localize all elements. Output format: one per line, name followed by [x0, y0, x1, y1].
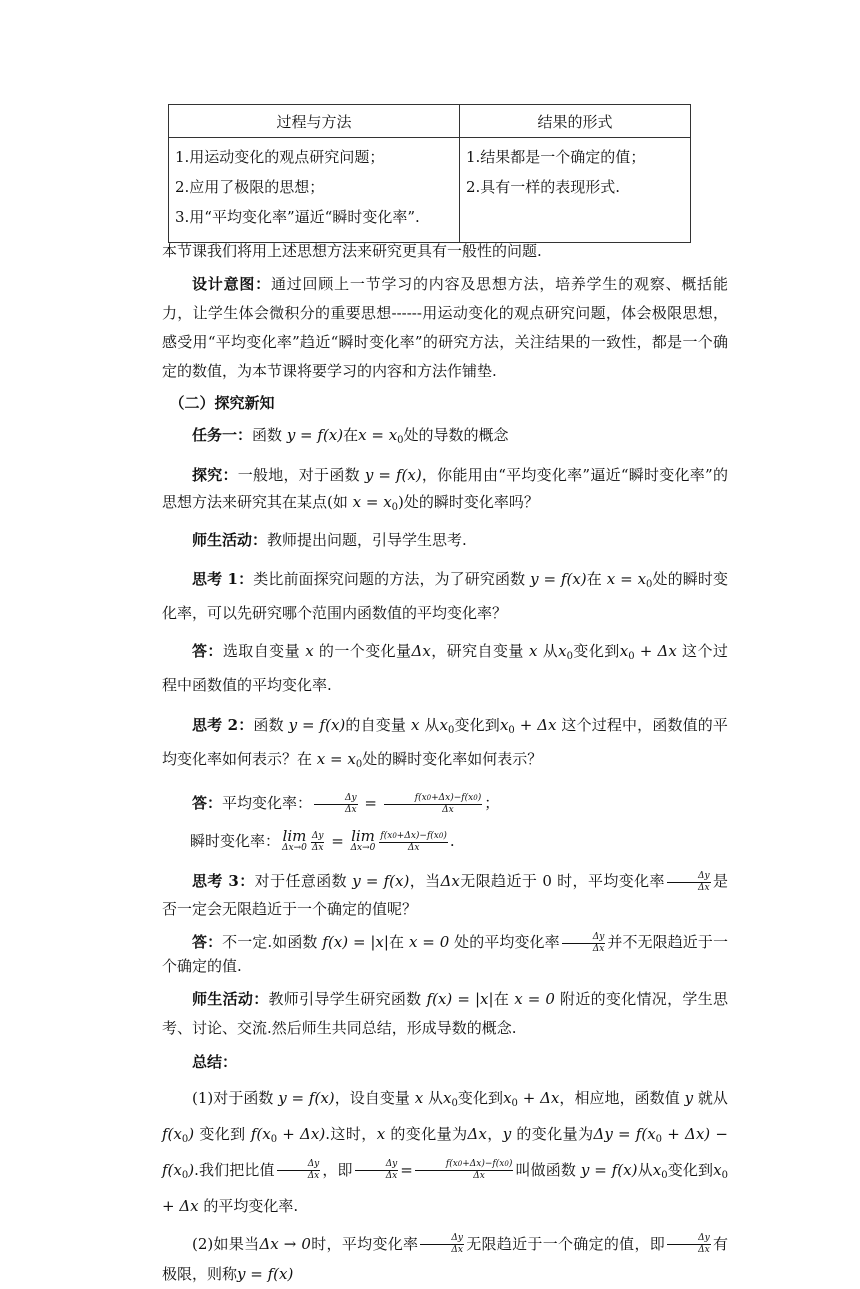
math-expression: $f(x_0 + \Delta x)$	[250, 1124, 326, 1145]
math-fraction: $\frac{\Delta y}{\Delta x}$	[314, 793, 358, 816]
answer1-paragraph	[162, 637, 728, 699]
think3-paragraph	[162, 867, 728, 923]
answer2-label: 答：	[192, 794, 223, 812]
text-fragment: 不一定.如函数	[222, 933, 318, 951]
text-fragment: 叫做函数	[515, 1160, 576, 1179]
math-expression: Δx → 0	[259, 1234, 311, 1253]
think1-label: 思考 1：	[192, 570, 254, 588]
math-fraction: $\frac{\Delta y}{\Delta x}$	[355, 1159, 399, 1182]
document-body	[162, 240, 728, 1289]
text-fragment: 函数	[253, 716, 284, 734]
table-body-row	[169, 138, 691, 243]
process-item: 2.应用了极限的思想；	[175, 178, 325, 196]
intro-paragraph: 本节课我们将用上述思想方法来研究更具有一般性的问题.	[162, 242, 542, 260]
think3-label: 思考 3：	[192, 872, 255, 890]
explore-paragraph	[162, 462, 728, 521]
text-fragment: 这个过程中函数值的平均变化率.	[162, 642, 728, 694]
math-expression: y	[684, 1088, 694, 1107]
text-fragment: ，设自变量	[334, 1088, 410, 1107]
text-fragment: )处的瞬时变化率吗？	[398, 493, 539, 511]
math-fraction: $\frac{\Delta y}{\Delta x}$	[277, 1159, 321, 1182]
math-expression: $f(x_0)$	[162, 1124, 195, 1145]
math-expression: y = f(x)	[286, 426, 344, 444]
math-expression: y = f(x)	[237, 1264, 294, 1283]
math-fraction: $\frac{\Delta y}{\Delta x}$	[311, 830, 324, 853]
text-fragment: ，你能用由“平均变化率”逼近“瞬时变化率”的思想方法来研究其在某点(如	[162, 466, 728, 511]
text-fragment: ，相应地，函数值	[559, 1088, 680, 1107]
process-item: 3.用“平均变化率”逼近“瞬时变化率”.	[175, 208, 420, 226]
math-expression: $\Delta y = f(x_0 + \Delta x) - f(x_0)$	[162, 1124, 728, 1181]
math-expression: y	[502, 1124, 512, 1143]
text-fragment: 这个过程中，函数值的平均变化率如何表示？在	[162, 716, 728, 768]
text-fragment: 的自变量	[345, 716, 407, 734]
explore-label: 探究：	[192, 466, 238, 484]
text-fragment: ，	[486, 1124, 503, 1143]
table-cell-result	[460, 138, 691, 243]
text-fragment: 的一个变化量	[318, 642, 412, 660]
math-expression: $x = x_0$	[316, 750, 363, 770]
text-fragment: ，研究自变量	[430, 642, 524, 660]
task1-paragraph	[162, 424, 728, 452]
instant-rate-label: 瞬时变化率：	[190, 832, 281, 850]
math-expression: x	[529, 642, 538, 660]
text-fragment: 选取自变量	[222, 642, 301, 660]
math-fraction: $\frac{\Delta y}{\Delta x}$	[420, 1233, 464, 1256]
math-expression: x	[376, 1124, 386, 1143]
math-expression: x	[305, 642, 314, 660]
design-intent-paragraph	[162, 270, 728, 386]
text-fragment: 变化到	[457, 1088, 504, 1107]
text-fragment: (1)对于函数	[192, 1088, 274, 1107]
math-expression: f(x) = |x|	[322, 933, 389, 951]
answer2-instant-line: 瞬时变化率： lim Δx→0 $\frac{\Delta y}{\Delta x}$ = lim Δx→0 $\frac{f(x0+\Delta x)-f(x0)}{\Delta x}$ .	[190, 827, 455, 853]
math-expression: $x_0 + \Delta x$	[499, 716, 557, 736]
summary1-paragraph: (1)对于函数 y = f(x)，设自变量 x 从$x_0$变化到$x_0 + \Delta x$，相应地，函数值 y 就从 $f(x_0)$ 变化到 $f(x_0 + \Delta x)$.这时，x 的变化量为Δx，y 的变化量为$\Delta y = f(x_0 + \Delta x) - f(x_0)$.我们把比值 $\frac{\Delta y}{\Delta x}$ ，即 $\frac{\Delta y}{\Delta x}$ = $\frac{f(x0+\Delta x)-f(x0)}{\Delta x}$ 叫做函数 y = f(x)从$x_0$变化到$x_0 + \Delta x$ 的平均变化率.	[162, 1088, 728, 1215]
average-rate-label: 平均变化率：	[222, 794, 313, 812]
math-expression: $x_0$	[439, 716, 455, 736]
text-fragment: ，当	[409, 872, 441, 890]
answer2-average-line: 答：平均变化率： $\frac{\Delta y}{\Delta x}$ = $\frac{f(x0+\Delta x)-f(x0)}{\Delta x}$ ；	[192, 792, 500, 815]
text-fragment: 的变化量为	[390, 1124, 468, 1143]
table-header-process: 过程与方法	[169, 105, 460, 138]
math-expression: $x_0$	[443, 1088, 458, 1109]
math-expression: y = f(x)	[364, 466, 422, 484]
math-expression: y = f(x)	[580, 1160, 638, 1179]
math-expression: Δx	[467, 1124, 487, 1143]
math-expression: x	[410, 716, 420, 734]
math-expression: x = 0	[408, 933, 450, 951]
text-fragment: 变化到	[667, 1160, 714, 1179]
think1-paragraph	[162, 565, 728, 627]
math-expression: $x = x_0$	[606, 570, 653, 590]
activity1-paragraph	[162, 529, 728, 551]
activity2-paragraph	[162, 985, 728, 1043]
method-result-table	[168, 104, 691, 243]
math-fraction: $\frac{f(x0+\Delta x)-f(x0)}{\Delta x}$	[380, 830, 447, 853]
table-header-row	[169, 105, 691, 138]
task1-label: 任务一：	[192, 426, 253, 444]
math-expression: y = f(x)	[352, 872, 410, 890]
text-fragment: 处的导数的概念	[403, 426, 509, 444]
text-fragment: 在	[343, 426, 359, 444]
text-fragment: 无限趋近于 0 时，平均变化率	[459, 872, 665, 890]
text-fragment: 有极限，则称	[162, 1234, 728, 1283]
math-expression: Δx	[440, 872, 460, 890]
text-fragment: 变化到	[572, 642, 620, 660]
text-fragment: 处的平均变化率	[454, 933, 560, 951]
math-fraction: $\frac{f(x0+\Delta x)-f(x0)}{\Delta x}$	[384, 793, 482, 816]
text-fragment: 就从	[697, 1088, 728, 1107]
think2-label: 思考 2：	[192, 716, 254, 734]
text-fragment: 在	[586, 570, 602, 588]
text-fragment: 一般地，对于函数	[237, 466, 360, 484]
design-intent-label: 设计意图：	[192, 275, 271, 293]
summary-label: 总结：	[192, 1052, 238, 1071]
math-expression: $x_0 + \Delta x$	[619, 642, 677, 662]
math-expression: x	[414, 1088, 424, 1107]
math-fraction: $\frac{f(x0+\Delta x)-f(x0)}{\Delta x}$	[415, 1159, 513, 1182]
text-fragment: 类比前面探究问题的方法，为了研究函数	[253, 570, 526, 588]
math-limit: lim Δx→0	[282, 827, 307, 853]
text-fragment: (2)如果当	[192, 1234, 260, 1253]
math-expression: y = f(x)	[530, 570, 587, 588]
text-fragment: 附近的变化情况，学生思考、讨论、交流.然后师生共同总结，形成导数的概念.	[162, 989, 728, 1037]
text-fragment: 时，平均变化率	[310, 1234, 419, 1253]
text-fragment: .这时，	[325, 1124, 377, 1143]
think2-paragraph	[162, 711, 728, 779]
math-expression: $x_0$	[652, 1160, 668, 1181]
answer3-label: 答：	[192, 933, 223, 951]
text-fragment: 教师引导学生研究函数	[268, 989, 422, 1008]
math-expression: f(x) = |x|	[426, 989, 494, 1008]
activity2-label: 师生活动：	[192, 989, 269, 1008]
text-fragment: 处的瞬时变化率，可以先研究哪个范围内函数值的平均变化率？	[162, 570, 728, 622]
section-title: （二）探究新知	[169, 394, 275, 412]
result-item: 1.结果都是一个确定的值；	[466, 148, 646, 166]
text-fragment: 从	[428, 1088, 444, 1107]
text-fragment: 是否一定会无限趋近于一个确定的值呢？	[162, 872, 728, 918]
math-fraction: $\frac{\Delta y}{\Delta x}$	[562, 932, 606, 955]
text-fragment: 从	[424, 716, 440, 734]
text-fragment: 变化到	[454, 716, 500, 734]
text-fragment: 对于任意函数	[254, 872, 348, 890]
math-limit: lim Δx→0	[350, 827, 376, 853]
table-header-result: 结果的形式	[460, 105, 691, 138]
text-fragment: 处的瞬时变化率如何表示？	[362, 750, 543, 768]
text-fragment: 从	[542, 642, 559, 660]
text-fragment: 教师提出问题，引导学生思考.	[267, 531, 467, 549]
text-fragment: 从	[637, 1160, 653, 1179]
text-fragment: 变化到	[199, 1124, 246, 1143]
text-fragment: ，即	[322, 1160, 353, 1179]
text-fragment: 在	[493, 989, 510, 1008]
summary2-paragraph	[162, 1229, 728, 1289]
text-fragment: 在	[388, 933, 405, 951]
design-intent-text: 通过回顾上一节学习的内容及思想方法，培养学生的观察、概括能力，让学生体会微积分的重要思想------用运动变化的观点研究问题，体会极限思想，感受用“平均变化率”趋近“瞬时变化率”的研究方法，关注结果的一致性，都是一个确定的数值，为本节课将要学习的内容和方法作铺垫.	[162, 275, 728, 380]
math-expression: y = f(x)	[288, 716, 346, 734]
table-cell-process	[169, 138, 460, 243]
answer1-label: 答：	[192, 642, 223, 660]
text-fragment: 函数	[252, 426, 283, 444]
math-expression: $x = x_0$	[352, 493, 399, 513]
math-expression: y = f(x)	[278, 1088, 335, 1107]
math-expression: $x_0 + \Delta x$	[162, 1160, 728, 1215]
math-expression: $x_0 + \Delta x$	[503, 1088, 560, 1109]
result-item: 2.具有一样的表现形式.	[466, 178, 621, 196]
text-fragment: .我们把比值	[194, 1160, 275, 1179]
text-fragment: 的变化量为	[516, 1124, 594, 1143]
math-expression: x = 0	[514, 989, 555, 1008]
text-fragment: 的平均变化率.	[203, 1196, 299, 1215]
text-fragment: 并不无限趋近于一个确定的值.	[162, 933, 728, 975]
math-fraction: $\frac{\Delta y}{\Delta x}$	[667, 1233, 711, 1256]
text-fragment: 无限趋近于一个确定的值，即	[465, 1234, 666, 1253]
answer3-paragraph	[162, 931, 728, 977]
math-expression: $x_0$	[558, 642, 573, 662]
process-item: 1.用运动变化的观点研究问题；	[175, 148, 385, 166]
activity1-label: 师生活动：	[192, 531, 268, 549]
math-fraction: $\frac{\Delta y}{\Delta x}$	[667, 871, 711, 894]
math-expression: Δx	[411, 642, 431, 660]
math-expression: $x = x_0$	[358, 426, 404, 446]
